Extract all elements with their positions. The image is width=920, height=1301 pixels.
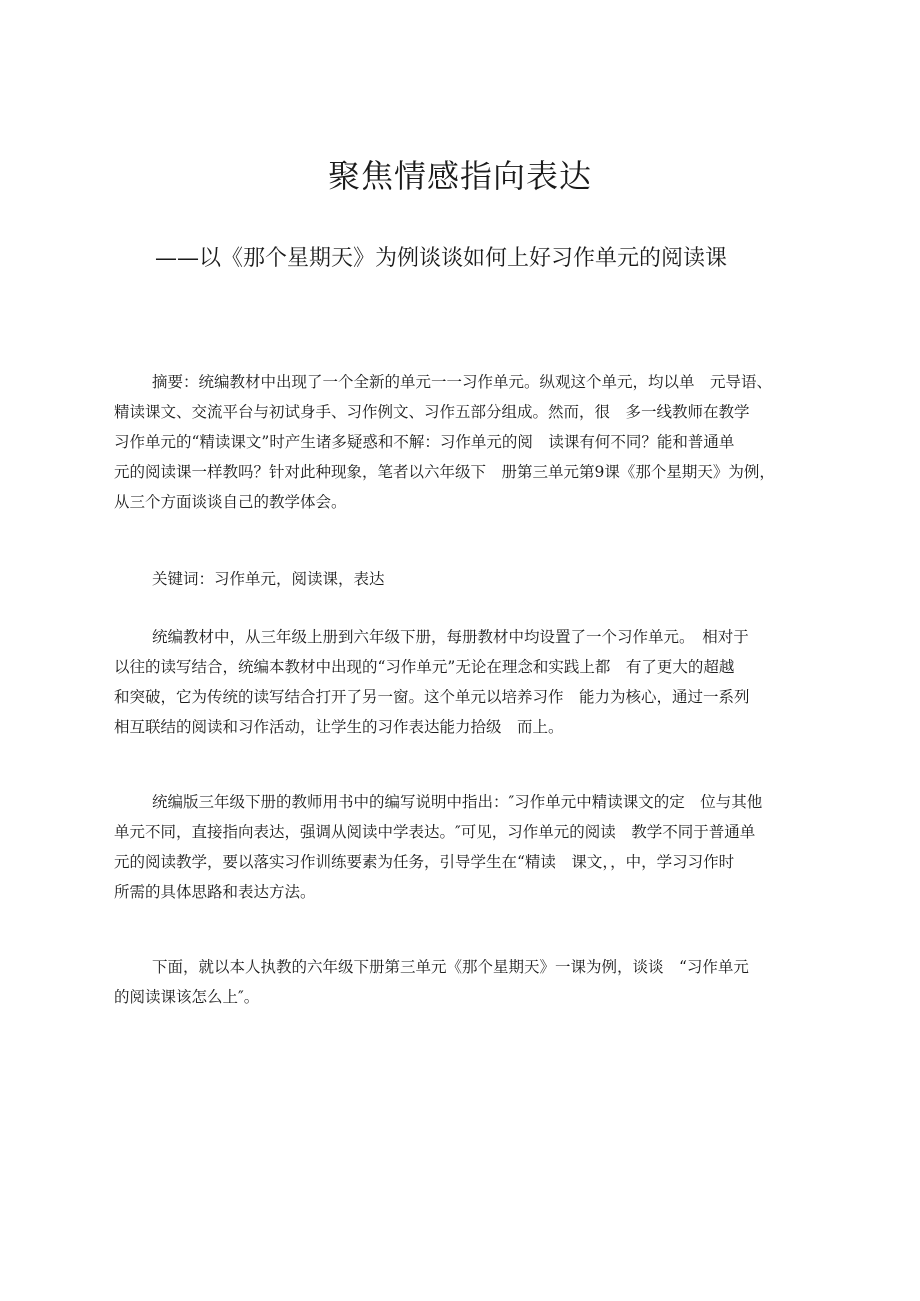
paragraph-line: 统编版三年级下册的教师用书中的编写说明中指出：″习作单元中精读课文的定 位与其他 — [152, 793, 763, 811]
abstract-line: 摘要：统编教材中出现了一个全新的单元一一习作单元。纵观这个单元，均以单 元导语、 — [152, 373, 773, 391]
keywords-line: 关键词：习作单元，阅读课，表达 — [152, 570, 385, 588]
paragraph-line: 相互联结的阅读和习作活动，让学生的习作表达能力拾级 而上。 — [114, 718, 564, 736]
abstract-line: 精读课文、交流平台与初试身手、习作例文、习作五部分组成。然而，很 多一线教师在教学 — [114, 403, 750, 421]
paragraph-line: 统编教材中，从三年级上册到六年级下册，每册教材中均设置了一个习作单元。 相对于 — [152, 628, 749, 646]
body-paragraph-1 — [114, 622, 814, 742]
paragraph-line: 下面，就以本人执教的六年级下册第三单元《那个星期天》一课为例，谈谈 “习作单元 — [152, 958, 749, 976]
abstract-line: 从三个方面谈谈自己的教学体会。 — [114, 493, 347, 511]
paragraph-line: 的阅读课该怎么上″。 — [114, 988, 260, 1006]
abstract-line: 元的阅读课一样教吗？针对此种现象，笔者以六年级下 册第三单元第9课《那个星期天》为例， — [114, 463, 775, 481]
paragraph-line: 以往的读写结合，统编本教材中出现的“习作单元”无论在理念和实践上都 有了更大的超越 — [114, 658, 735, 676]
paragraph-line: 和突破，它为传统的读写结合打开了另一窗。这个单元以培养习作 能力为核心，通过一系列 — [114, 688, 750, 706]
body-paragraph-2 — [114, 787, 814, 907]
paragraph-line: 单元不同，直接指向表达，强调从阅读中学表达。″可见，习作单元的阅读 教学不同于普通单 — [114, 823, 756, 841]
abstract-paragraph — [114, 367, 814, 517]
document-subtitle: ——以《那个星期天》为例谈谈如何上好习作单元的阅读课 — [155, 246, 728, 271]
document-title: 聚焦情感指向表达 — [327, 157, 592, 195]
abstract-line: 习作单元的“精读课文”时产生诸多疑惑和不解：习作单元的阅 读课有何不同？能和普通单 — [114, 433, 735, 451]
paragraph-line: 所需的具体思路和表达方法。 — [114, 883, 316, 901]
paragraph-line: 元的阅读教学，要以落实习作训练要素为任务，引导学生在“精读 课文，，中，学习习作时 — [114, 853, 735, 871]
keywords-paragraph — [114, 564, 814, 594]
body-paragraph-3 — [114, 952, 814, 1012]
